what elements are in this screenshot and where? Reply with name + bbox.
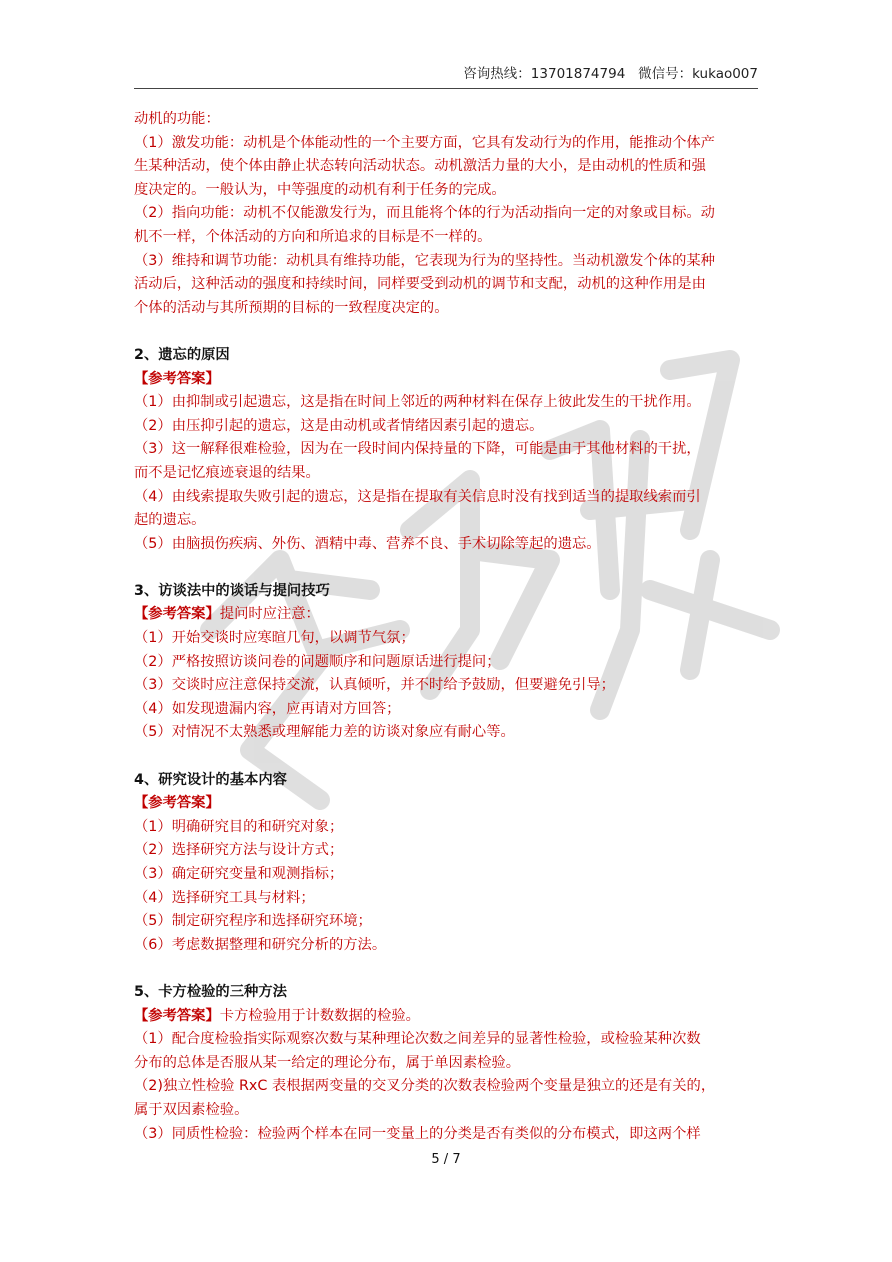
header-divider [134, 88, 758, 89]
answer-label-line [134, 368, 758, 392]
paragraph-line: 属于双因素检验。 [134, 1101, 249, 1118]
paragraph-line: 机不一样，个体活动的方向和所追求的目标是不一样的。 [134, 228, 492, 245]
paragraph-line: （2）由压抑引起的遗忘，这是由动机或者情绪因素引起的遗忘。 [134, 417, 544, 434]
section-chi-square [134, 981, 758, 1146]
section-heading: 3、访谈法中的谈话与提问技巧 [134, 582, 330, 599]
paragraph-line: （2）指向功能：动机不仅能激发行为，而且能将个体的行为活动指向一定的对象或目标。动 [134, 205, 715, 222]
paragraph-line: （3）这一解释很难检验，因为在一段时间内保持量的下降，可能是由于其他材料的干扰， [134, 441, 701, 458]
header-contact: 咨询热线：13701874794 微信号：kukao007 [463, 66, 758, 82]
page-number: 5 / 7 [431, 1152, 461, 1167]
paragraph-line: 起的遗忘。 [134, 512, 206, 529]
paragraph-line: （4）由线索提取失败引起的遗忘，这是指在提取有关信息时没有找到适当的提取线索而引 [134, 488, 701, 505]
section-heading: 2、遗忘的原因 [134, 346, 230, 363]
document-body [134, 108, 758, 1146]
paragraph-line: 度决定的。一般认为，中等强度的动机有利于任务的完成。 [134, 181, 506, 198]
paragraph-line: 生某种活动，使个体由静止状态转向活动状态。动机激活力量的大小，是由动机的性质和强 [134, 158, 706, 175]
paragraph-line: （4）选择研究工具与材料； [134, 889, 315, 906]
paragraph-line: （2）严格按照访谈问卷的问题顺序和问题原话进行提问； [134, 653, 501, 670]
answer-label-line [134, 1005, 758, 1029]
paragraph-line: （2)独立性检验 RxC 表根据两变量的交叉分类的次数表检验两个变量是独立的还是有关的， [134, 1078, 716, 1095]
paragraph-line: （1）配合度检验指实际观察次数与某种理论次数之间差异的显著性检验，或检验某种次数 [134, 1031, 701, 1048]
answer-label: 【参考答案】 [134, 606, 220, 623]
answer-label: 【参考答案】 [134, 795, 220, 812]
paragraph-line: （1）开始交谈时应寒暄几句，以调节气氛； [134, 630, 415, 647]
paragraph-line: （5）制定研究程序和选择研究环境； [134, 913, 372, 930]
section-heading: 5、卡方检验的三种方法 [134, 983, 287, 1000]
paragraph-line: 分布的总体是否服从某一给定的理论分布，属于单因素检验。 [134, 1054, 521, 1071]
section-research-design [134, 769, 758, 958]
paragraph-line: （2）选择研究方法与设计方式； [134, 842, 344, 859]
section-forgetting-causes [134, 344, 758, 556]
paragraph-line: 个体的活动与其所预期的目标的一致程度决定的。 [134, 299, 449, 316]
paragraph-line: 而不是记忆痕迹衰退的结果。 [134, 464, 320, 481]
section-heading: 4、研究设计的基本内容 [134, 771, 287, 788]
answer-label: 【参考答案】 [134, 1007, 220, 1024]
paragraph-line: （4）如发现遗漏内容，应再请对方回答； [134, 700, 401, 717]
paragraph-line: （1）激发功能：动机是个体能动性的一个主要方面，它具有发动行为的作用，能推动个体产 [134, 134, 715, 151]
answer-label: 【参考答案】 [134, 370, 220, 387]
section-motive-functions [134, 108, 758, 320]
paragraph-line: （3）交谈时应注意保持交流，认真倾听，并不时给予鼓励，但要避免引导； [134, 677, 615, 694]
answer-label-line [134, 792, 758, 816]
paragraph-line: （3）同质性检验：检验两个样本在同一变量上的分类是否有类似的分布模式，即这两个样 [134, 1125, 701, 1142]
paragraph-line: （5）由脑损伤疾病、外伤、酒精中毒、营养不良、手术切除等起的遗忘。 [134, 535, 601, 552]
answer-label-line [134, 603, 758, 627]
paragraph-line: （1）明确研究目的和研究对象； [134, 818, 344, 835]
paragraph-line: （3）维持和调节功能：动机具有维持功能，它表现为行为的坚持性。当动机激发个体的某种 [134, 252, 715, 269]
paragraph-line: （5）对情况不太熟悉或理解能力差的访谈对象应有耐心等。 [134, 724, 515, 741]
section-interview-skills [134, 580, 758, 745]
paragraph-line: 动机的功能： [134, 111, 220, 127]
paragraph-line: （6）考虑数据整理和研究分析的方法。 [134, 936, 387, 953]
paragraph-line: （3）确定研究变量和观测指标； [134, 866, 344, 882]
answer-intro: 卡方检验用于计数数据的检验。 [219, 1007, 420, 1024]
paragraph-line: 活动后，这种活动的强度和持续时间，同样要受到动机的调节和支配，动机的这种作用是由 [134, 276, 706, 293]
paragraph-line: （1）由抑制或引起遗忘，这是指在时间上邻近的两种材料在保存上彼此发生的干扰作用。 [134, 394, 701, 411]
answer-intro: 提问时应注意： [219, 606, 320, 623]
